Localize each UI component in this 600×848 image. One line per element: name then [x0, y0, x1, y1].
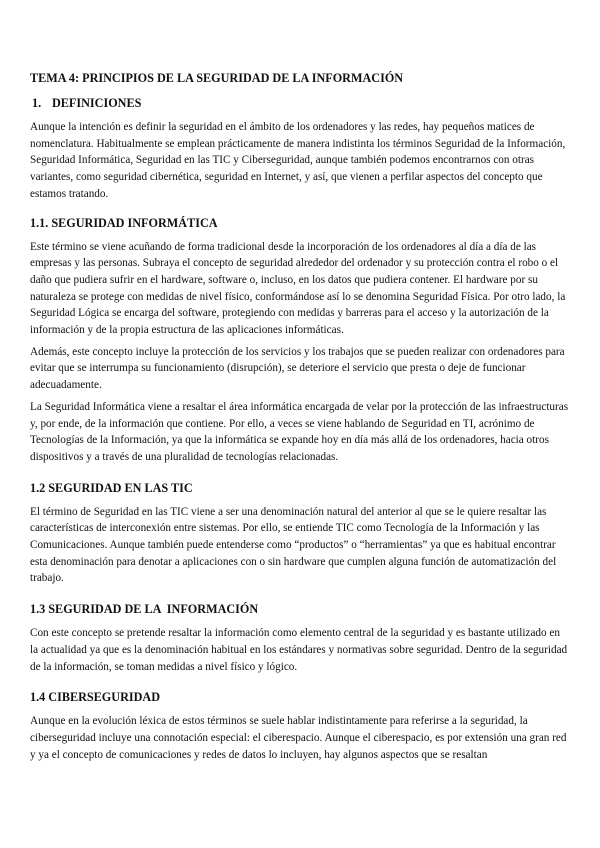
document-title: TEMA 4: PRINCIPIOS DE LA SEGURIDAD DE LA INFORMACIÓN — [30, 71, 404, 85]
section-heading-seguridad-informatica: 1.1. SEGURIDAD INFORMÁTICA — [30, 215, 218, 230]
section-heading-ciberseguridad: 1.4 CIBERSEGURIDAD — [30, 690, 161, 705]
section-heading-seguridad-informacion: 1.3 SEGURIDAD DE LA INFORMACIÓN — [30, 602, 259, 617]
section-heading-seguridad-tic: 1.2 SEGURIDAD EN LAS TIC — [30, 480, 193, 495]
section-heading-text: DEFINICIONES — [52, 96, 142, 110]
section-number: 1. — [32, 96, 42, 110]
paragraph-definiciones: Aunque la intención es definir la seguridad en el ámbito de los ordenadores y las redes, hay pequeños matices de nomenclatura. Habitualmente se emplean prácticamente de manera indistinta los términos Seguridad de la Información, Seguridad Informática, Seguridad en las TIC y Ciberseguridad, aunque también podemos encontrarnos con otras variantes, como seguridad cibernética, seguridad en Internet, y así, que vienen a perfilar aspectos del concepto que estamos tratando. — [30, 121, 566, 200]
paragraph-seguridad-informatica-1: Este término se viene acuñando de forma tradicional desde la incorporación de los ordenadores al día a día de las empresas y las personas. Subraya el concepto de seguridad alrededor del ordenador y su protección contra el robo o el daño que pudiera sufrir en el hardware, software o, incluso, en los datos que pudiera contener. El hardware por su naturaleza se protege con medidas de nivel físico, conformándose así lo se denomina Seguridad Física. Por otro lado, la Seguridad Lógica se encarga del software, protegiendo con medidas y barreras para el acceso y la autorización de la información y de la propia estructura de las aplicaciones informáticas. — [30, 240, 566, 337]
paragraph-ciberseguridad: Aunque en la evolución léxica de estos términos se suele hablar indistintamente para referirse a la seguridad, la ciberseguridad incluye una connotación especial: el ciberespacio. Aunque el ciberespacio, es por extensión una gran red y ya el concepto de comunicaciones y redes de datos lo incluyen, hay algunos aspectos que se resaltan — [30, 715, 567, 761]
paragraph-seguridad-informacion: Con este concepto se pretende resaltar la información como elemento central de la seguridad y es bastante utilizado en la actualidad ya que es la denominación habitual en los estándares y normativas sobre seguridad. Dentro de la seguridad de la información, se toman medidas a nivel físico y lógico. — [30, 627, 568, 673]
paragraph-seguridad-informatica-3: La Seguridad Informática viene a resaltar el área informática encargada de velar por la protección de las infraestructuras y, por ende, de la información que contiene. Por ello, a veces se viene hablando de Seguridad en TI, acrónimo de Tecnologías de la Información, ya que la informática se expande hoy en día más allá de los ordenadores, hacia otros dispositivos y a través de una pluralidad de tecnologías relacionadas. — [30, 400, 569, 463]
paragraph-seguridad-tic: El término de Seguridad en las TIC viene a ser una denominación natural del anterior al que se le quiere resaltar las características de interconexión entre sistemas. Por ello, se entiende TIC como Tecnología de la Información y las Comunicaciones. Aunque también puede entenderse como “productos” o “herramientas” ya que es habitual encontrar esta denominación para denotar a aplicaciones con o sin hardware que cumplen alguna función de automatización del trabajo. — [30, 505, 557, 585]
paragraph-seguridad-informatica-2: Además, este concepto incluye la protección de los servicios y los trabajos que se pueden realizar con ordenadores para evitar que se interrumpa su funcionamiento (disrupción), se deteriore el servicio que presta o deje de funcionar adecuadamente. — [30, 345, 565, 392]
section-heading-definiciones — [30, 95, 570, 111]
